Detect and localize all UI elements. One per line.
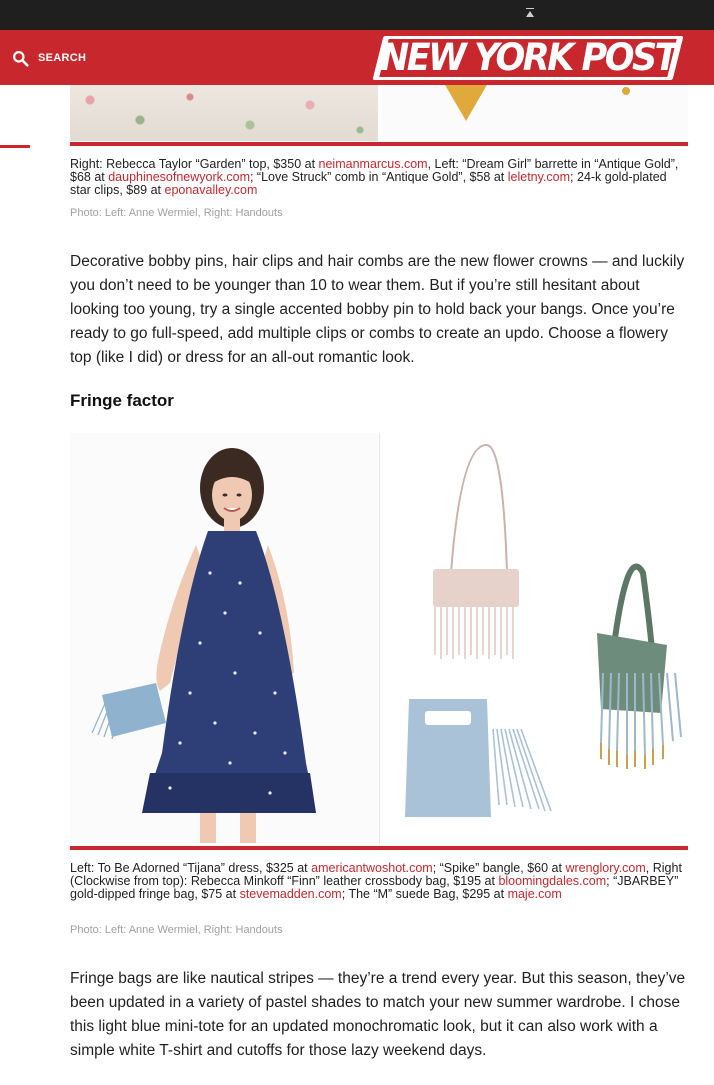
caption-text: ; 24-k gold-plated star clips, $89 at <box>70 170 667 197</box>
figure-caption <box>70 862 682 901</box>
back-to-top-icon[interactable] <box>525 7 535 19</box>
hair-accessories-photo <box>70 85 688 141</box>
link-stevemadden[interactable]: stevemadden.com <box>239 887 342 901</box>
link-americantwoshot[interactable]: americantwoshot.com <box>311 861 433 875</box>
fringe-bags-image <box>381 433 688 843</box>
link-dauphinesofnewyork[interactable]: dauphinesofnewyork.com <box>108 170 250 184</box>
link-wrenglory[interactable]: wrenglory.com <box>565 861 646 875</box>
logo-text: NEW YORK POST <box>379 36 677 80</box>
link-bloomingdales[interactable]: bloomingdales.com <box>498 874 607 888</box>
search-button[interactable] <box>12 49 86 67</box>
photo-credit: Photo: Left: Anne Wermiel, Right: Handouts <box>70 207 283 219</box>
search-label: SEARCH <box>38 52 87 64</box>
caption-text: ; “JBARBEY” gold-dipped fringe bag, $75 at <box>70 874 679 901</box>
figure-rule <box>70 846 688 850</box>
star-clip-image <box>444 83 488 121</box>
fringe-bags-photo <box>381 433 688 843</box>
caption-text: , Left: “Dream Girl” barrette in “Antique Gold”, $68 at <box>70 157 679 184</box>
link-neimanmarcus[interactable]: neimanmarcus.com <box>318 157 428 171</box>
caption-text: Left: To Be Adorned “Tijana” dress, $325 at <box>70 861 312 875</box>
floral-top-photo <box>70 85 378 141</box>
link-leletny[interactable]: leletny.com <box>507 170 571 184</box>
photo-credit: Photo: Left: Anne Wermiel, Right: Handouts <box>70 924 283 936</box>
top-bar <box>0 0 714 30</box>
search-icon <box>12 50 29 67</box>
caption-text: ; “Love Struck” comb in “Antique Gold”, $58 at <box>249 170 508 184</box>
caption-text: ; The “M” suede Bag, $295 at <box>341 887 508 901</box>
site-logo[interactable] <box>378 36 678 80</box>
caption-text: Right: Rebecca Taylor “Garden” top, $350 at <box>70 157 319 171</box>
star-clips-photo <box>382 85 688 141</box>
star-dress-photo <box>70 433 378 843</box>
link-maje[interactable]: maje.com <box>507 887 562 901</box>
link-eponavalley[interactable]: eponavalley.com <box>164 183 258 197</box>
woman-in-dress-image <box>70 433 378 843</box>
figure-caption <box>70 158 682 197</box>
site-header <box>0 30 714 85</box>
article-paragraph: Fringe bags are like nautical stripes — they’re a trend every year. But this season, they’ve been updated in a variety of pastel shades to match your new summer wardrobe. I chose this light blue mini-tote for an updated monochromatic look, but it can also work with a simple white T-shirt and cutoffs for those lazy weekend days. <box>70 970 686 1059</box>
section-heading: Fringe factor <box>70 391 174 410</box>
caption-text: ; “Spike” bangle, $60 at <box>432 861 566 875</box>
caption-text: , Right (Clockwise from top): Rebecca Minkoff “Finn” leather crossbody bag, $195 at <box>70 861 682 888</box>
figure-rule <box>70 142 688 146</box>
article-paragraph: Decorative bobby pins, hair clips and hair combs are the new flower crowns — and luckily you don’t need to be younger than 10 to wear them. But if you’re still hesitant about looking too young, try a single accented bobby pin to hold back your bangs. Once you’re ready to go full-speed, add multiple clips or combs to create an updo. Choose a flowery top (like I did) or dress for an all-out romantic look. <box>70 253 685 366</box>
side-rule <box>0 145 30 148</box>
